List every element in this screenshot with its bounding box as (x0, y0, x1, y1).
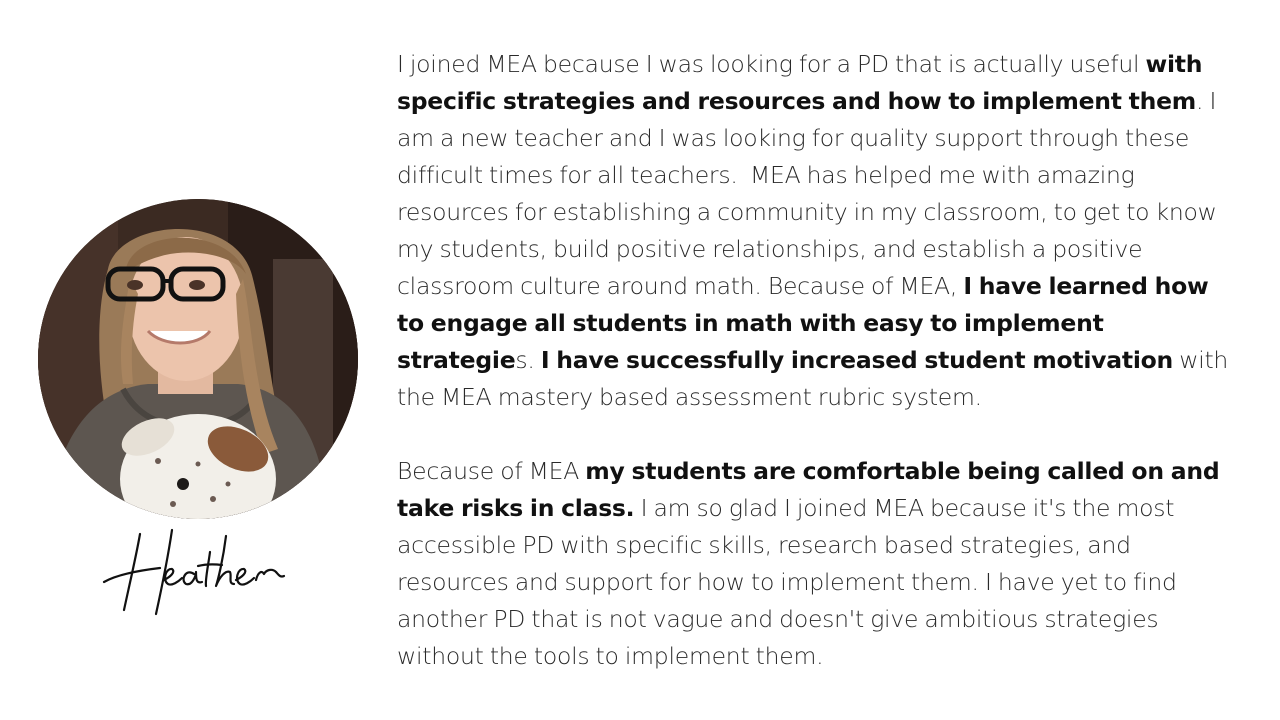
text-run-bold: my students are comfortable being called on and take risks in class. (397, 457, 1227, 522)
profile-photo (38, 199, 358, 519)
text-run: I joined MEA because I was looking for a PD that is actually useful (397, 50, 1146, 78)
signature-text: Heather (98, 522, 103, 523)
text-run-bold: I have successfully increased student motivation (540, 346, 1173, 374)
text-run: . I am a new teacher and I was looking for quality support through these difficult times for all teachers. MEA has helped me with amazing resources for establishing a community in my classroom, to get to know my students, build positive relationships, and establish a positive classroom culture around math. Because of MEA, (397, 87, 1223, 300)
testimonial-paragraph-2 (397, 453, 1237, 675)
photo-illustration (38, 199, 358, 519)
text-run-bold: with specific strategies and resources and how to implement them (397, 50, 1210, 115)
text-run: with the MEA mastery based assessment rubric system. (397, 346, 1235, 411)
text-run: s. (515, 346, 541, 374)
testimonial-paragraph-1 (397, 46, 1237, 416)
text-run-bold: I have learned how to engage all students in math with easy to implement strategie (397, 272, 1216, 374)
text-run: Because of MEA (397, 457, 586, 485)
signature-heather (98, 522, 288, 622)
testimonial-text (397, 46, 1237, 675)
text-run: I am so glad I joined MEA because it's the most accessible PD with specific skills, research based strategies, and resources and support for how to implement them. I have yet to find another PD that is not vague and doesn't give ambitious strategies without the tools to implement them. (397, 494, 1183, 670)
